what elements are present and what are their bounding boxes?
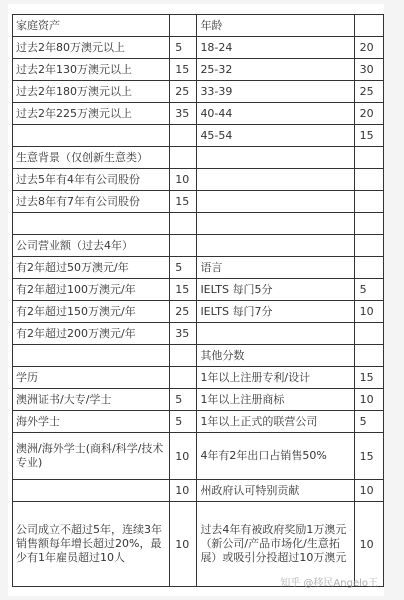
table-cell: 过去2年80万澳元以上 [13,37,170,59]
table-cell: 1年以上注册商标 [197,389,354,411]
table-cell [170,15,197,37]
table-row [13,37,384,59]
table-cell: 家庭资产 [13,15,170,37]
table-cell: 5 [170,257,197,279]
table-row [13,81,384,103]
table-row [13,279,384,301]
table-cell: 10 [170,433,197,480]
table-row [13,191,384,213]
table-cell [354,169,383,191]
table-cell: 澳洲/海外学士(商科/科学/技术专业) [13,433,170,480]
table-cell: 40-44 [197,103,354,125]
table-cell: 过去5年有4年有公司股份 [13,169,170,191]
table-cell [197,323,354,345]
table-cell: 公司成立不超过5年，连续3年销售额每年增长超过20%，最少有1年雇员超过10人 [13,502,170,587]
table-cell: 35 [170,103,197,125]
table-cell [170,147,197,169]
table-cell: 5 [170,389,197,411]
table-cell: 年龄 [197,15,354,37]
table-cell: 澳洲证书/大专/学士 [13,389,170,411]
table-cell: 1年以上注册专利/设计 [197,367,354,389]
table-cell: 过去2年130万澳元以上 [13,59,170,81]
table-cell: 15 [170,279,197,301]
table-row [13,213,384,235]
table-cell [354,235,383,257]
table-cell: 33-39 [197,81,354,103]
table-cell: 有2年超过200万澳元/年 [13,323,170,345]
table-cell: 25 [170,301,197,323]
table-cell: 15 [354,125,383,147]
table-cell: 45-54 [197,125,354,147]
table-row [13,59,384,81]
table-cell: 35 [170,323,197,345]
table-cell: 15 [170,191,197,213]
table-cell [354,257,383,279]
table-cell: 5 [354,279,383,301]
table-cell: 10 [170,169,197,191]
table-cell: 10 [354,389,383,411]
table-cell: 海外学士 [13,411,170,433]
table-cell: 有2年超过50万澳元/年 [13,257,170,279]
table-row [13,323,384,345]
table-cell: 10 [170,480,197,502]
table-cell [197,191,354,213]
table-row [13,345,384,367]
table-cell: 25 [354,81,383,103]
table-cell: 25 [170,81,197,103]
table-cell: 1年以上正式的联营公司 [197,411,354,433]
table-row [13,480,384,502]
table-cell: 有2年超过100万澳元/年 [13,279,170,301]
table-cell [170,235,197,257]
table-cell: 语言 [197,257,354,279]
table-cell: 15 [354,433,383,480]
table-cell [170,367,197,389]
table-cell [354,213,383,235]
table-cell [13,125,170,147]
table-cell: 15 [170,59,197,81]
table-cell: 州政府认可特别贡献 [197,480,354,502]
table-row [13,257,384,279]
table-cell [170,345,197,367]
table-cell: 30 [354,59,383,81]
table-cell: 过去2年225万澳元以上 [13,103,170,125]
table-cell: 20 [354,103,383,125]
table-row [13,433,384,480]
table-cell: 10 [354,502,383,587]
table-cell [354,191,383,213]
table-row [13,301,384,323]
table-cell: 过去8年有7年有公司股份 [13,191,170,213]
table-row [13,125,384,147]
table-row [13,389,384,411]
table-cell [170,213,197,235]
table-cell: 15 [354,367,383,389]
table-row [13,103,384,125]
points-table-body [13,15,384,587]
table-row [13,15,384,37]
table-cell [197,213,354,235]
table-cell [13,345,170,367]
table-cell [354,345,383,367]
table-row [13,411,384,433]
table-cell [354,147,383,169]
table-cell [13,480,170,502]
table-cell: 20 [354,37,383,59]
table-row [13,169,384,191]
table-cell: 有2年超过150万澳元/年 [13,301,170,323]
page [8,4,384,596]
table-cell: 5 [170,411,197,433]
table-cell: 生意背景（仅创新生意类） [13,147,170,169]
table-cell [354,15,383,37]
table-cell [197,169,354,191]
table-cell [354,323,383,345]
table-row [13,367,384,389]
table-cell: 过去4年有被政府奖励1万澳元（新公司/产品市场化/生意拓展）或吸引分投超过10万澳元 [197,502,354,587]
table-cell: 学历 [13,367,170,389]
watermark: 知乎 @移民Angelo王 [280,578,378,589]
table-cell: 18-24 [197,37,354,59]
table-cell [197,147,354,169]
table-cell [170,125,197,147]
table-cell: IELTS 每门7分 [197,301,354,323]
table-cell: 25-32 [197,59,354,81]
table-cell: 10 [354,301,383,323]
table-cell: 其他分数 [197,345,354,367]
table-cell: IELTS 每门5分 [197,279,354,301]
table-cell: 10 [170,502,197,587]
points-table [12,14,384,587]
table-cell: 5 [354,411,383,433]
table-cell: 4年有2年出口占销售50% [197,433,354,480]
table-cell: 过去2年180万澳元以上 [13,81,170,103]
table-cell [13,213,170,235]
table-cell: 5 [170,37,197,59]
table-cell [197,235,354,257]
table-cell: 公司营业额（过去4年） [13,235,170,257]
table-row [13,235,384,257]
table-row [13,147,384,169]
table-cell: 10 [354,480,383,502]
